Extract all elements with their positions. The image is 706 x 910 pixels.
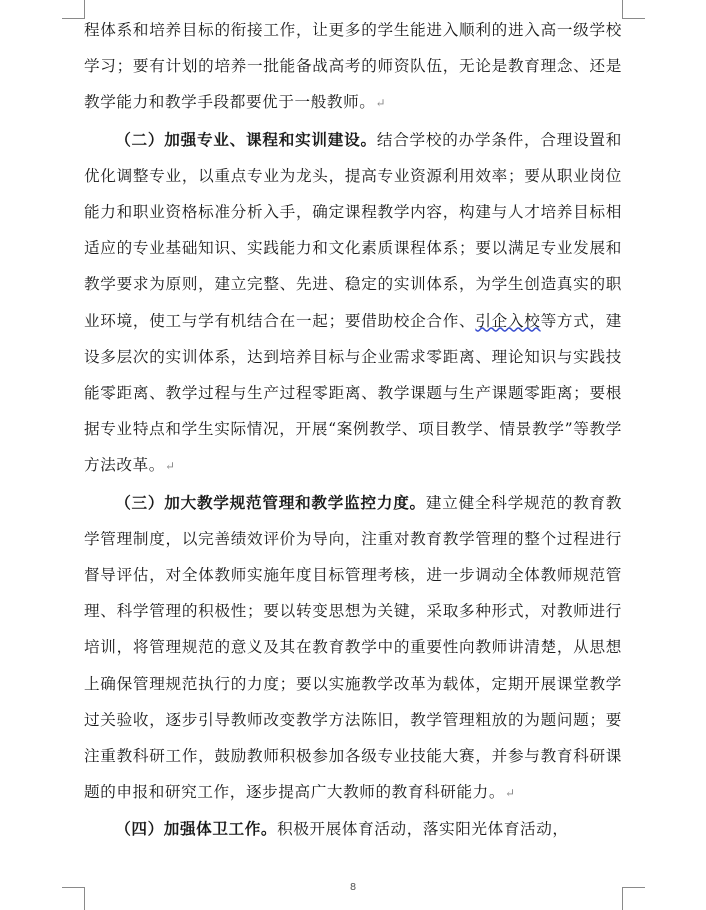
paragraph-section-2	[84, 122, 622, 485]
crop-mark-top-right	[622, 0, 645, 19]
paragraph-section-4	[84, 811, 622, 847]
paragraph-section-3	[84, 485, 622, 812]
document-body[interactable]	[84, 12, 622, 848]
paragraph-text: 等方式，建设多层次的实训体系，达到培养目标与企业需求零距离、理论知识与实践技能零距离、教学过程与生产过程零距离、教学课题与生产课题零距离；要根据专业特点和学生实际情况，开展“案例教学、项目教学、情景教学”等教学方法改革。	[84, 311, 622, 475]
paragraph-mark-icon: ↵	[505, 786, 516, 801]
paragraph-text: 建立健全科学规范的教育教学管理制度，以完善绩效评价为导向，注重对教育教学管理的整个过程进行督导评估，对全体教师实施年度目标管理考核，进一步调动全体教师规范管理、科学管理的积极性；要以转变思想为关键，采取多种形式，对教师进行培训，将管理规范的意义及其在教育教学中的重要性向教师讲清楚，从思想上确保管理规范执行的力度；要以实施教学改革为载体，定期开展课堂教学过关验收，逐步引导教师改变教学方法陈旧，教学管理粗放的为题问题；要注重教科研工作，鼓励教师积极参加各级专业技能大赛，并参与教育科研课题的申报和研究工作，逐步提高广大教师的教育科研能力。	[84, 493, 623, 802]
section-heading: （三）加大教学规范管理和教学监控力度。	[115, 492, 426, 512]
paragraph-text: 程体系和培养目标的衔接工作，让更多的学生能进入顺利的进入高一级学校学习；要有计划的培养一批能备战高考的师资队伍，无论是教育理念、还是教学能力和教学手段都要优于一般教师。	[84, 21, 622, 112]
paragraph-mark-icon: ↵	[375, 96, 386, 111]
paragraph-text: 结合学校的办学条件，合理设置和优化调整专业，以重点专业为龙头，提高专业资源利用效率；要从职业岗位能力和职业资格标准分析入手，确定课程教学内容，构建与人才培养目标相适应的专业基础知识、实践能力和文化素质课程体系；要以满足专业发展和教学要求为原则，建立完整、先进、稳定的实训体系，为学生创造真实的职业环境，使工与学有机结合在一起；要借助校企合作、	[84, 130, 622, 330]
section-heading: （二）加强专业、课程和实训建设。	[115, 129, 377, 149]
paragraph-text: 积极开展体育活动，落实阳光体育活动，	[277, 820, 569, 839]
page-number: 8	[349, 882, 357, 893]
spellcheck-underlined-text[interactable]: 引企入校	[475, 311, 541, 330]
paragraph-mark-icon: ↵	[164, 459, 176, 474]
paragraph-continuation	[84, 12, 622, 122]
section-heading: （四）加强体卫工作。	[115, 819, 278, 839]
crop-mark-top-left	[62, 0, 85, 19]
